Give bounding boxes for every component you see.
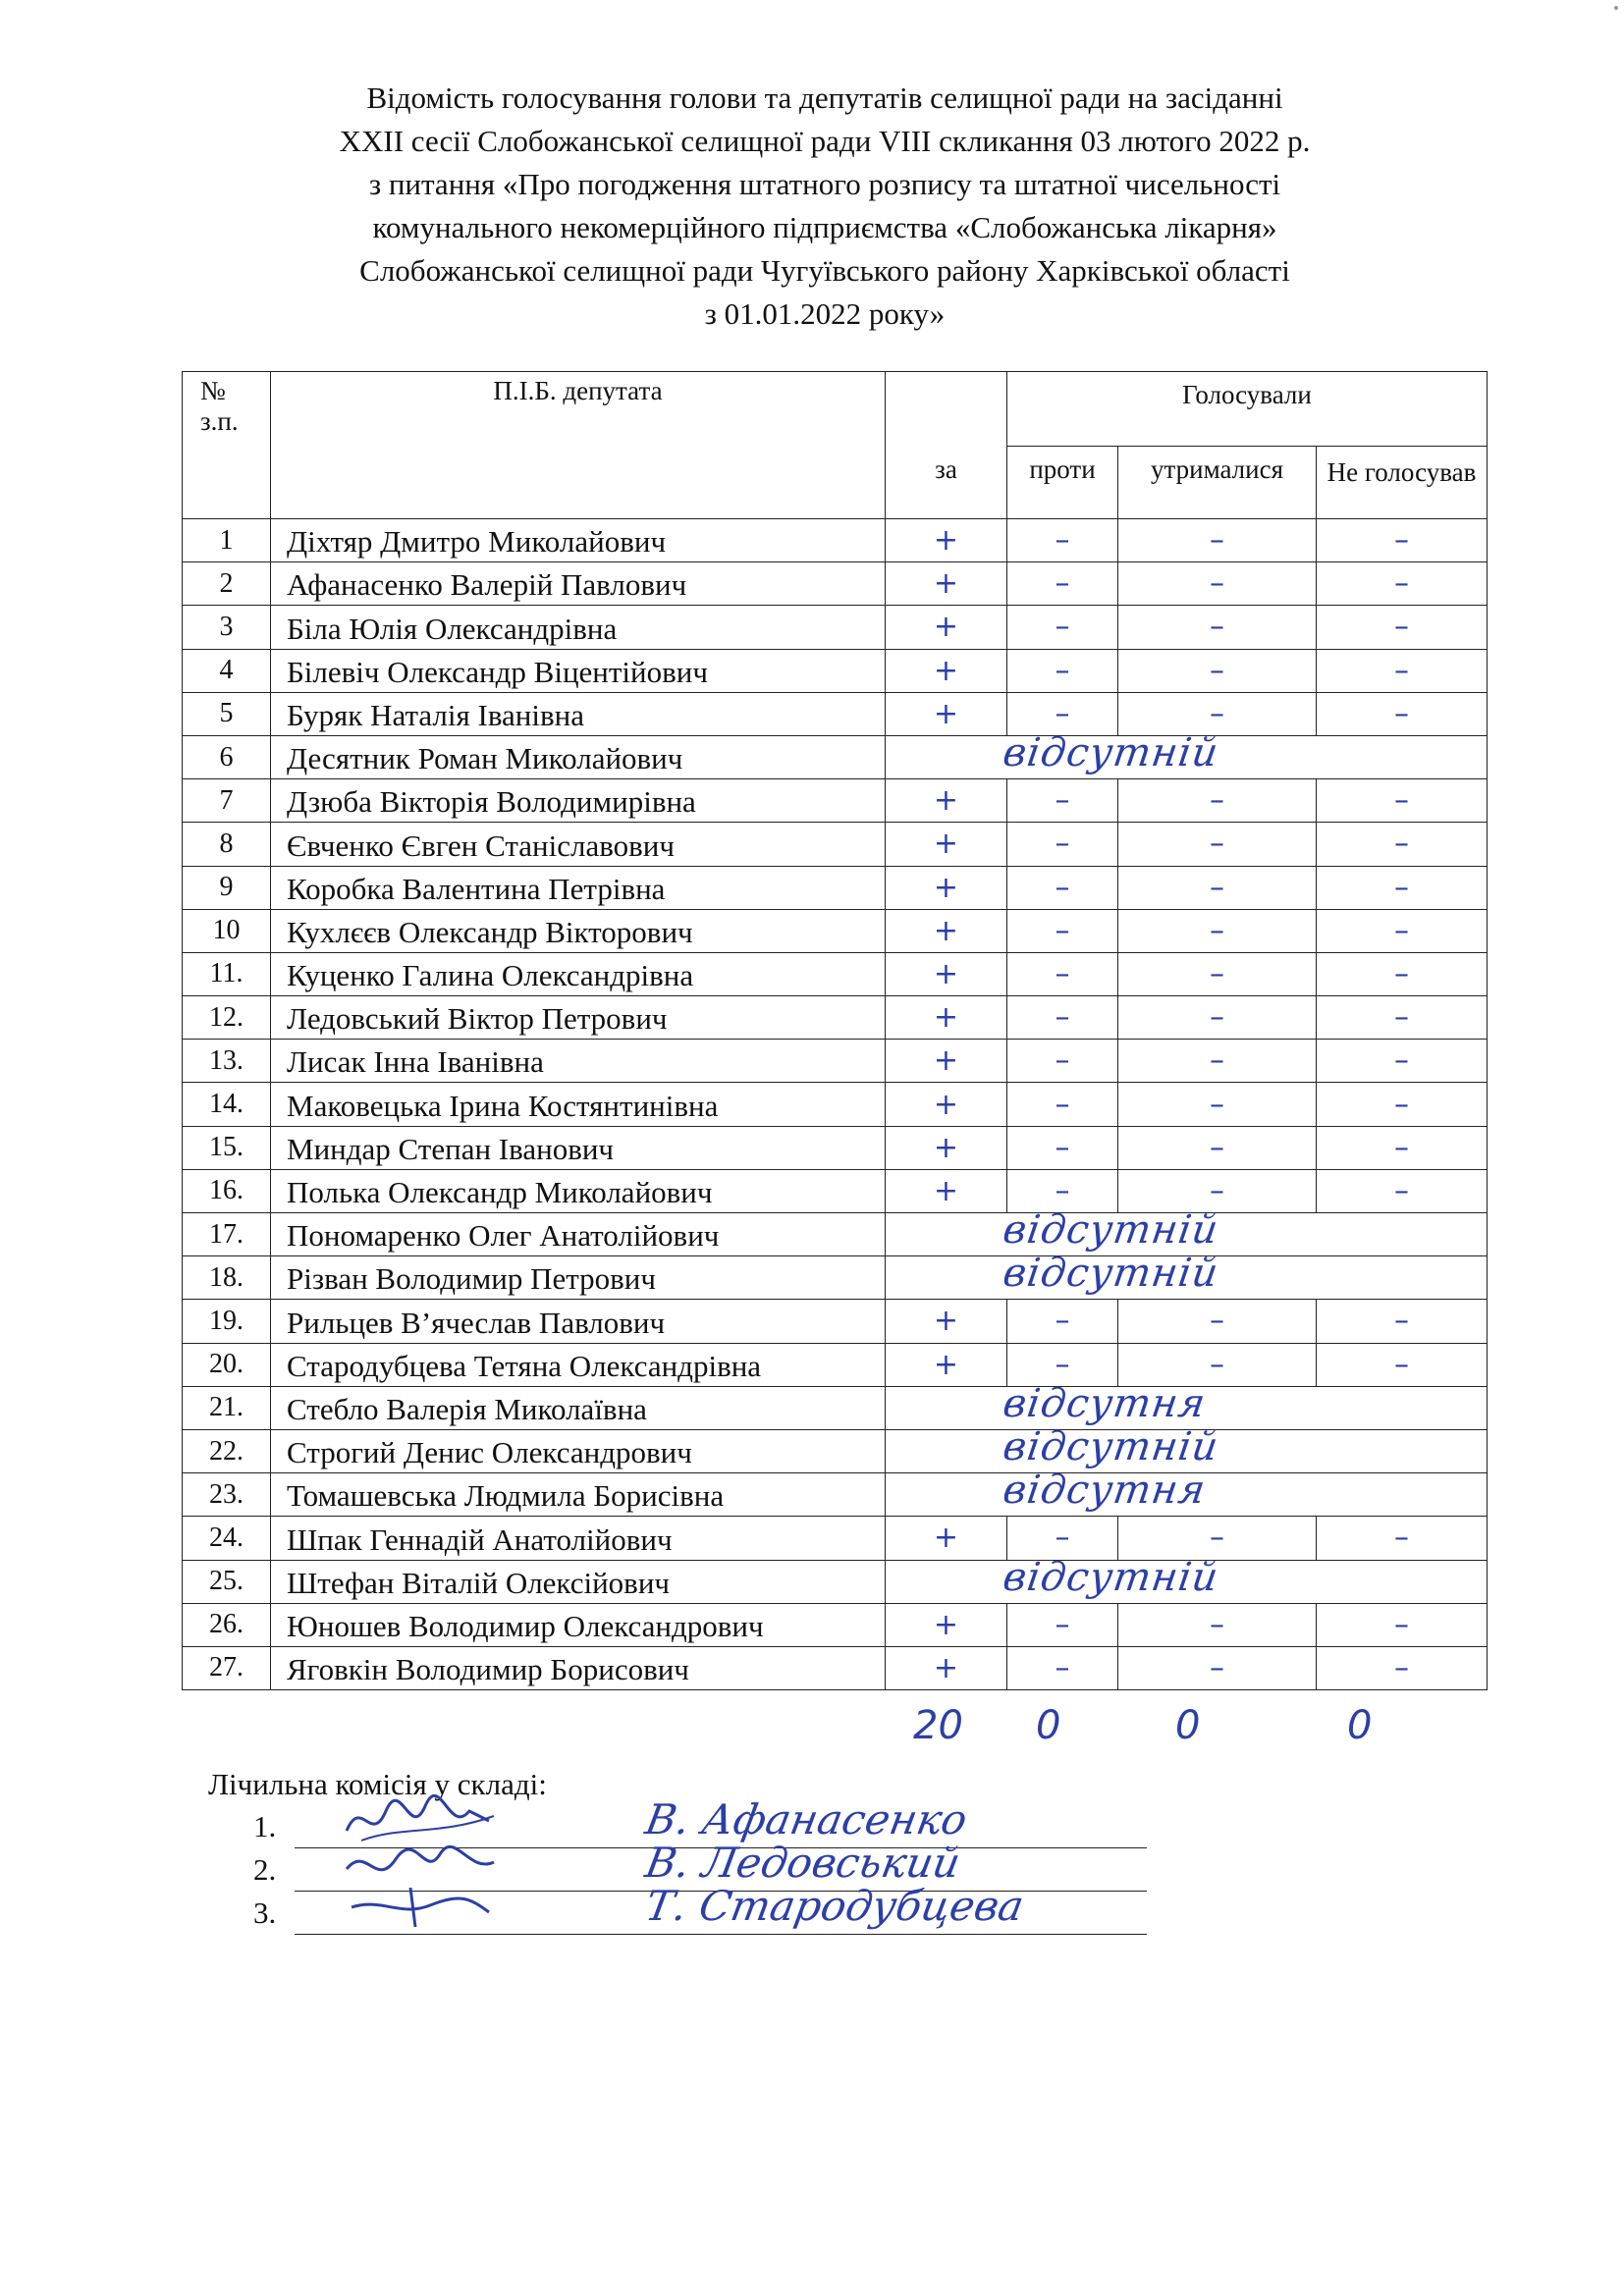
member-name: В. Ледовський: [641, 1839, 964, 1887]
absent-note: відсутній: [1000, 1423, 1222, 1469]
vote-against: –: [1007, 909, 1118, 952]
member-index: 2.: [253, 1852, 277, 1887]
vote-for: +: [886, 1646, 1007, 1689]
vote-not-voted: –: [1317, 866, 1488, 909]
vote-abstained: –: [1118, 1517, 1317, 1560]
absent-note: відсутній: [1000, 1554, 1222, 1600]
vote-against: –: [1007, 606, 1118, 649]
table-row: [183, 1343, 1488, 1386]
table-row: [183, 1213, 1488, 1256]
vote-abstained: –: [1118, 1083, 1317, 1126]
deputy-name: Яговкін Володимир Борисович: [271, 1646, 886, 1689]
vote-against: –: [1007, 866, 1118, 909]
table-row: [183, 562, 1488, 606]
vote-against: –: [1007, 1603, 1118, 1646]
row-number: 24.: [183, 1517, 271, 1560]
row-number: 5: [183, 692, 271, 735]
deputy-name: Маковецька Ірина Костянтинівна: [271, 1083, 886, 1126]
vote-for: +: [886, 866, 1007, 909]
absent-cell: [886, 1554, 1488, 1603]
vote-not-voted: –: [1317, 606, 1488, 649]
table-row: [183, 606, 1488, 649]
vote-abstained: –: [1118, 1040, 1317, 1083]
total-abstained: 0: [1175, 1703, 1201, 1748]
absent-note: відсутній: [1000, 1251, 1222, 1297]
vote-not-voted: –: [1317, 1343, 1488, 1386]
table-row: [183, 649, 1488, 692]
vote-abstained: –: [1118, 952, 1317, 995]
vote-against: –: [1007, 1517, 1118, 1560]
absent-cell: [886, 1380, 1488, 1429]
table-row: [183, 823, 1488, 866]
vote-against: –: [1007, 1126, 1118, 1169]
vote-abstained: –: [1118, 1646, 1317, 1689]
absent-cell: [886, 1423, 1488, 1472]
vote-not-voted: –: [1317, 692, 1488, 735]
vote-against: –: [1007, 1343, 1118, 1386]
deputy-name: Штефан Віталій Олексійович: [271, 1560, 886, 1603]
deputy-name: Куценко Галина Олександрівна: [271, 952, 886, 995]
deputy-name: Коробка Валентина Петрівна: [271, 866, 886, 909]
vote-not-voted: –: [1317, 952, 1488, 995]
table-row: [183, 909, 1488, 952]
table-row: [183, 692, 1488, 735]
vote-against: –: [1007, 823, 1118, 866]
row-number: 6: [183, 735, 271, 778]
header-for: за: [886, 447, 1007, 519]
vote-against: –: [1007, 519, 1118, 562]
commission-member-3: [253, 1882, 1147, 1939]
deputy-name: Стебло Валерія Миколаївна: [271, 1386, 886, 1429]
vote-against: –: [1007, 1300, 1118, 1343]
row-number: 18.: [183, 1256, 271, 1300]
vote-abstained: –: [1118, 562, 1317, 606]
deputy-name: Кухлєєв Олександр Вікторович: [271, 909, 886, 952]
vote-not-voted: –: [1317, 649, 1488, 692]
row-number: 3: [183, 606, 271, 649]
vote-for: +: [886, 1040, 1007, 1083]
row-number: 27.: [183, 1646, 271, 1689]
deputy-name: Шпак Геннадій Анатолійович: [271, 1517, 886, 1560]
member-name: Т. Стародубцева: [641, 1882, 1028, 1930]
vote-abstained: –: [1118, 692, 1317, 735]
table-row: [183, 1473, 1488, 1517]
deputy-name: Ледовський Віктор Петрович: [271, 996, 886, 1040]
vote-not-voted: –: [1317, 1603, 1488, 1646]
vote-not-voted: –: [1317, 1040, 1488, 1083]
table-row: [183, 1040, 1488, 1083]
vote-abstained: –: [1118, 1343, 1317, 1386]
vote-against: –: [1007, 562, 1118, 606]
vote-against: –: [1007, 779, 1118, 823]
member-index: 3.: [253, 1896, 277, 1930]
title-line-3: з питання «Про погодження штатного розпису та штатної чисельності: [368, 167, 1281, 201]
table-row: [183, 1169, 1488, 1212]
table-row: [183, 519, 1488, 562]
row-number: 12.: [183, 996, 271, 1040]
row-number: 23.: [183, 1473, 271, 1517]
vote-for: +: [886, 1083, 1007, 1126]
vote-against: –: [1007, 1169, 1118, 1212]
vote-not-voted: –: [1317, 1169, 1488, 1212]
deputy-name: Біла Юлія Олександрівна: [271, 606, 886, 649]
vote-for: +: [886, 1169, 1007, 1212]
row-number: 22.: [183, 1429, 271, 1472]
absent-note: відсутня: [1000, 1380, 1210, 1426]
vote-for: +: [886, 692, 1007, 735]
table-row: [183, 952, 1488, 995]
row-number: 19.: [183, 1300, 271, 1343]
vote-for: +: [886, 823, 1007, 866]
deputy-name: Буряк Наталія Іванівна: [271, 692, 886, 735]
deputy-name: Полька Олександр Миколайович: [271, 1169, 886, 1212]
table-row: [183, 779, 1488, 823]
vote-not-voted: –: [1317, 779, 1488, 823]
table-row: [183, 1126, 1488, 1169]
vote-not-voted: –: [1317, 909, 1488, 952]
vote-against: –: [1007, 1040, 1118, 1083]
deputy-name: Дзюба Вікторія Володимирівна: [271, 779, 886, 823]
deputy-name: Різван Володимир Петрович: [271, 1256, 886, 1300]
vote-not-voted: –: [1317, 1083, 1488, 1126]
vote-abstained: –: [1118, 823, 1317, 866]
deputy-name: Афанасенко Валерій Павлович: [271, 562, 886, 606]
table-row: [183, 996, 1488, 1040]
vote-for: +: [886, 1603, 1007, 1646]
absent-note: відсутня: [1000, 1468, 1210, 1514]
vote-for: +: [886, 1126, 1007, 1169]
deputy-name: Строгий Денис Олександрович: [271, 1429, 886, 1472]
row-number: 10: [183, 909, 271, 952]
vote-abstained: –: [1118, 1169, 1317, 1212]
deputy-name: Лисак Інна Іванівна: [271, 1040, 886, 1083]
deputy-name: Пономаренко Олег Анатолійович: [271, 1213, 886, 1256]
header-against: проти: [1007, 447, 1118, 519]
row-number: 15.: [183, 1126, 271, 1169]
table-row: [183, 1300, 1488, 1343]
vote-for: +: [886, 606, 1007, 649]
vote-abstained: –: [1118, 909, 1317, 952]
header-name: П.І.Б. депутата: [271, 372, 886, 519]
deputy-name: Білевіч Олександр Віцентійович: [271, 649, 886, 692]
row-number: 26.: [183, 1603, 271, 1646]
row-number: 13.: [183, 1040, 271, 1083]
total-against: 0: [1036, 1703, 1061, 1748]
table-row: [183, 1256, 1488, 1300]
commission-title: Лічильна комісія у складі:: [208, 1767, 547, 1801]
vote-against: –: [1007, 1646, 1118, 1689]
row-number: 14.: [183, 1083, 271, 1126]
table-row: [183, 1560, 1488, 1603]
deputy-name: Діхтяр Дмитро Миколайович: [271, 519, 886, 562]
row-number: 17.: [183, 1213, 271, 1256]
table-row: [183, 866, 1488, 909]
vote-for: +: [886, 996, 1007, 1040]
row-number: 25.: [183, 1560, 271, 1603]
total-for: 20: [913, 1703, 963, 1748]
vote-abstained: –: [1118, 1126, 1317, 1169]
row-number: 4: [183, 649, 271, 692]
deputy-name: Десятник Роман Миколайович: [271, 735, 886, 778]
header-blank: [886, 372, 1007, 447]
title-line-5: Слобожанської селищної ради Чугуївського району Харківської області: [359, 253, 1290, 288]
row-number: 1: [183, 519, 271, 562]
vote-against: –: [1007, 1083, 1118, 1126]
row-number: 8: [183, 823, 271, 866]
title-line-4: комунального некомерційного підприємства «Слобожанська лікарня»: [372, 210, 1277, 244]
deputy-name: Рильцев В’ячеслав Павлович: [271, 1300, 886, 1343]
absent-cell: [886, 729, 1488, 778]
scan-speck: [1614, 6, 1618, 10]
table-row: [183, 1386, 1488, 1429]
vote-abstained: –: [1118, 1300, 1317, 1343]
deputy-name: Томашевська Людмила Борисівна: [271, 1473, 886, 1517]
vote-not-voted: –: [1317, 1646, 1488, 1689]
absent-cell: [886, 1468, 1488, 1517]
vote-for: +: [886, 1517, 1007, 1560]
signature-scribble: [342, 1878, 499, 1937]
vote-against: –: [1007, 692, 1118, 735]
vote-not-voted: –: [1317, 1300, 1488, 1343]
row-number: 7: [183, 779, 271, 823]
header-voted: Голосували: [1007, 372, 1488, 447]
title-line-1: Відомість голосування голови та депутатів селищної ради на засіданні: [366, 80, 1283, 115]
vote-abstained: –: [1118, 779, 1317, 823]
voting-table: [182, 371, 1488, 1690]
vote-against: –: [1007, 952, 1118, 995]
row-number: 21.: [183, 1386, 271, 1429]
deputy-name: Миндар Степан Іванович: [271, 1126, 886, 1169]
row-number: 2: [183, 562, 271, 606]
row-number: 9: [183, 866, 271, 909]
absent-note: відсутній: [1000, 1207, 1222, 1253]
title-line-2: XXII сесії Слобожанської селищної ради VIII скликання 03 лютого 2022 р.: [339, 124, 1311, 158]
member-name: В. Афанасенко: [641, 1795, 971, 1843]
table-row: [183, 1603, 1488, 1646]
deputy-name: Євченко Євген Станіславович: [271, 823, 886, 866]
vote-abstained: –: [1118, 649, 1317, 692]
vote-abstained: –: [1118, 866, 1317, 909]
document-title: [177, 77, 1473, 336]
vote-for: +: [886, 779, 1007, 823]
vote-abstained: –: [1118, 996, 1317, 1040]
total-not-voted: 0: [1347, 1703, 1373, 1748]
absent-note: відсутній: [1000, 729, 1222, 775]
table-row: [183, 1083, 1488, 1126]
vote-abstained: –: [1118, 606, 1317, 649]
member-index: 1.: [253, 1809, 277, 1843]
vote-not-voted: –: [1317, 996, 1488, 1040]
vote-against: –: [1007, 649, 1118, 692]
deputy-name: Стародубцева Тетяна Олександрівна: [271, 1343, 886, 1386]
vote-for: +: [886, 562, 1007, 606]
vote-not-voted: –: [1317, 1126, 1488, 1169]
vote-not-voted: –: [1317, 562, 1488, 606]
row-number: 16.: [183, 1169, 271, 1212]
vote-for: +: [886, 649, 1007, 692]
vote-not-voted: –: [1317, 1517, 1488, 1560]
vote-abstained: –: [1118, 1603, 1317, 1646]
header-not-voted: Не голосував: [1317, 447, 1488, 519]
vote-against: –: [1007, 996, 1118, 1040]
absent-cell: [886, 1251, 1488, 1300]
table-row: [183, 1646, 1488, 1689]
vote-for: +: [886, 909, 1007, 952]
vote-for: +: [886, 519, 1007, 562]
vote-not-voted: –: [1317, 519, 1488, 562]
table-row: [183, 1429, 1488, 1472]
row-number: 20.: [183, 1343, 271, 1386]
header-abstained: утрималися: [1118, 447, 1317, 519]
table-row: [183, 735, 1488, 778]
header-num: № з.п.: [183, 372, 271, 519]
deputy-name: Юношев Володимир Олександрович: [271, 1603, 886, 1646]
vote-for: +: [886, 952, 1007, 995]
row-number: 11.: [183, 952, 271, 995]
vote-for: +: [886, 1300, 1007, 1343]
title-line-6: з 01.01.2022 року»: [704, 296, 946, 331]
vote-for: +: [886, 1343, 1007, 1386]
vote-abstained: –: [1118, 519, 1317, 562]
table-row: [183, 1517, 1488, 1560]
vote-not-voted: –: [1317, 823, 1488, 866]
